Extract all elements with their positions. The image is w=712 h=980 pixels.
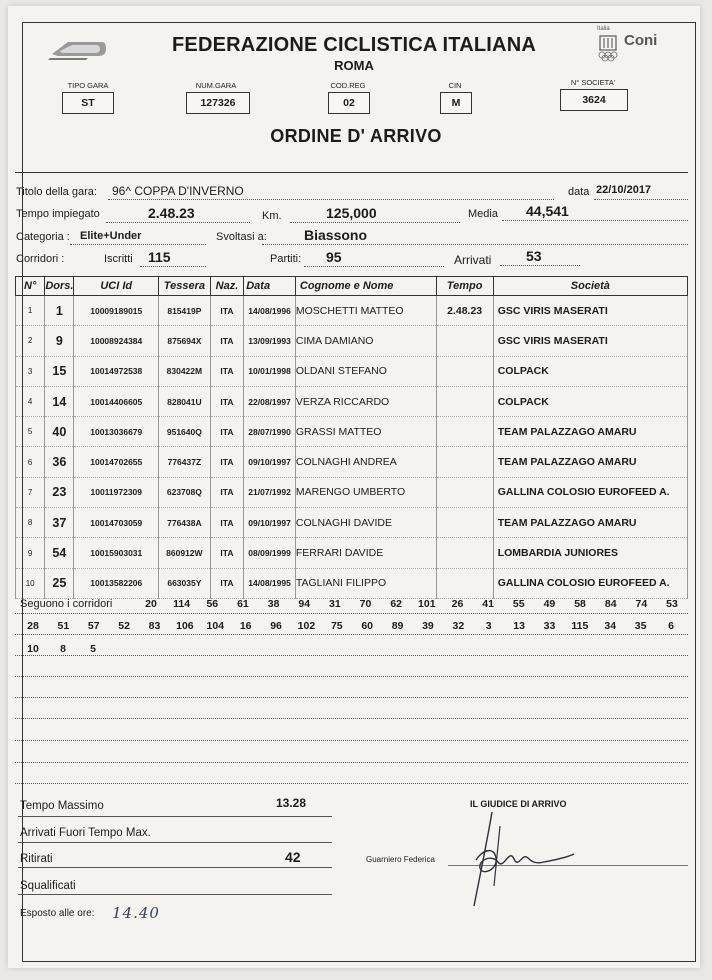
table-cell: 09/10/1997 bbox=[244, 447, 296, 477]
col-header: N° bbox=[16, 277, 45, 296]
table-cell: 36 bbox=[45, 447, 74, 477]
dotted-line bbox=[140, 266, 206, 267]
following-rider-number: 115 bbox=[571, 620, 589, 632]
table-cell: 5 bbox=[16, 417, 45, 447]
dotted-line bbox=[500, 265, 580, 266]
col-header: Tessera bbox=[159, 277, 211, 296]
table-cell: 860912W bbox=[159, 538, 211, 568]
table-cell: COLPACK bbox=[493, 356, 687, 386]
table-cell: COLPACK bbox=[493, 386, 687, 416]
table-cell: 1 bbox=[45, 296, 74, 326]
race-title: 96^ COPPA D'INVERNO bbox=[112, 184, 244, 198]
following-rider-number: 41 bbox=[482, 598, 494, 610]
table-cell: 3 bbox=[16, 356, 45, 386]
enrolled-label: Iscritti bbox=[104, 253, 133, 265]
table-cell: 54 bbox=[45, 538, 74, 568]
following-label: Seguono i corridori bbox=[20, 598, 113, 610]
following-rider-number: 13 bbox=[513, 620, 525, 632]
table-cell bbox=[436, 417, 493, 447]
table-cell: OLDANI STEFANO bbox=[295, 356, 436, 386]
table-cell: 10015903031 bbox=[74, 538, 159, 568]
table-row bbox=[16, 326, 688, 356]
table-cell: 14 bbox=[45, 386, 74, 416]
dotted-line bbox=[15, 676, 688, 677]
km-label: Km. bbox=[262, 210, 282, 222]
table-cell: 9 bbox=[16, 538, 45, 568]
table-row bbox=[16, 538, 688, 568]
table-cell: 10014972538 bbox=[74, 356, 159, 386]
table-cell bbox=[436, 356, 493, 386]
form-line bbox=[18, 867, 332, 868]
table-cell: GALLINA COLOSIO EUROFEED A. bbox=[493, 477, 687, 507]
table-cell: 08/09/1999 bbox=[244, 538, 296, 568]
following-rider-number: 52 bbox=[118, 620, 130, 632]
table-cell: TEAM PALAZZAGO AMARU bbox=[493, 508, 687, 538]
fci-logo-icon bbox=[48, 36, 108, 62]
following-rider-number: 55 bbox=[512, 598, 525, 610]
table-cell: 10009189015 bbox=[74, 296, 159, 326]
race-held-at: Biassono bbox=[304, 227, 368, 243]
cin-box: M bbox=[440, 92, 472, 114]
col-header: Naz. bbox=[210, 277, 244, 296]
following-rider-number: 74 bbox=[635, 598, 648, 610]
table-cell: TEAM PALAZZAGO AMARU bbox=[493, 417, 687, 447]
judge-name: Guarniero Federica bbox=[366, 855, 435, 864]
table-cell: 9 bbox=[45, 326, 74, 356]
table-cell: 951640Q bbox=[159, 417, 211, 447]
table-cell: 828041U bbox=[159, 386, 211, 416]
riders-label: Corridori : bbox=[16, 253, 65, 265]
table-cell: ITA bbox=[210, 538, 244, 568]
following-rider-number: 96 bbox=[270, 620, 282, 632]
following-rider-number: 51 bbox=[57, 620, 70, 632]
header-divider bbox=[15, 172, 688, 173]
posted-time: 14.40 bbox=[112, 904, 160, 922]
table-cell: GRASSI MATTEO bbox=[295, 417, 436, 447]
following-rider-number: 38 bbox=[267, 598, 280, 610]
dotted-line bbox=[15, 655, 688, 656]
n-societa-box: 3624 bbox=[560, 89, 628, 111]
race-category: Elite+Under bbox=[80, 230, 142, 242]
following-rider-number: 75 bbox=[330, 620, 343, 632]
following-rider-number: 104 bbox=[206, 620, 225, 632]
table-cell: ITA bbox=[210, 447, 244, 477]
table-cell: 1 bbox=[16, 296, 45, 326]
following-rider-number: 31 bbox=[329, 598, 341, 610]
coni-logo-text: Coni bbox=[624, 32, 658, 49]
table-cell: 15 bbox=[45, 356, 74, 386]
retired-value: 42 bbox=[285, 849, 301, 865]
dotted-line bbox=[70, 244, 206, 245]
table-row bbox=[16, 296, 688, 326]
federation-title: FEDERAZIONE CICLISTICA ITALIANA bbox=[172, 34, 536, 56]
following-rider-number: 16 bbox=[239, 620, 252, 632]
table-cell bbox=[436, 538, 493, 568]
following-rider-number: 89 bbox=[391, 620, 404, 632]
dotted-line bbox=[15, 634, 688, 635]
n-societa-label: N° SOCIETA' bbox=[570, 78, 616, 87]
table-cell: ITA bbox=[210, 356, 244, 386]
table-cell: TAGLIANI FILIPPO bbox=[295, 568, 436, 598]
dotted-line bbox=[304, 266, 444, 267]
following-rider-number: 6 bbox=[668, 620, 674, 632]
table-cell bbox=[436, 326, 493, 356]
table-cell: 875694X bbox=[159, 326, 211, 356]
max-time-label: Tempo Massimo bbox=[20, 800, 104, 812]
document-title: ORDINE D' ARRIVO bbox=[270, 126, 442, 146]
table-cell: 28/07/1990 bbox=[244, 417, 296, 447]
table-cell: 10014406605 bbox=[74, 386, 159, 416]
disqualified-label: Squalificati bbox=[20, 880, 76, 892]
table-cell: 10/01/1998 bbox=[244, 356, 296, 386]
table-cell: 815419P bbox=[159, 296, 211, 326]
following-rider-number: 26 bbox=[451, 598, 464, 610]
race-started: 95 bbox=[326, 249, 342, 265]
table-cell: GSC VIRIS MASERATI bbox=[493, 326, 687, 356]
results-table bbox=[15, 276, 688, 599]
following-rider-number: 39 bbox=[422, 620, 434, 632]
following-rider-number: 84 bbox=[604, 598, 617, 610]
table-cell: GSC VIRIS MASERATI bbox=[493, 296, 687, 326]
table-cell: 22/08/1997 bbox=[244, 386, 296, 416]
race-arrived: 53 bbox=[526, 248, 542, 264]
table-cell: 14/08/1996 bbox=[244, 296, 296, 326]
race-title-label: Titolo della gara: bbox=[16, 186, 97, 198]
table-cell: 776438A bbox=[159, 508, 211, 538]
table-cell bbox=[436, 477, 493, 507]
table-cell: 10011972309 bbox=[74, 477, 159, 507]
out-of-time-label: Arrivati Fuori Tempo Max. bbox=[20, 827, 151, 839]
table-cell bbox=[436, 386, 493, 416]
col-header: Dors. bbox=[45, 277, 74, 296]
table-row bbox=[16, 386, 688, 416]
following-rider-number: 28 bbox=[27, 620, 39, 632]
col-header: UCI Id bbox=[74, 277, 159, 296]
table-cell: CIMA DAMIANO bbox=[295, 326, 436, 356]
table-cell: 25 bbox=[45, 568, 74, 598]
form-line bbox=[18, 842, 332, 843]
table-cell: 14/08/1995 bbox=[244, 568, 296, 598]
table-cell: ITA bbox=[210, 326, 244, 356]
following-rider-number: 102 bbox=[297, 620, 316, 632]
following-rider-number: 3 bbox=[485, 620, 492, 632]
table-cell: VERZA RICCARDO bbox=[295, 386, 436, 416]
cod-reg-label: COD.REG bbox=[330, 81, 366, 90]
following-rider-number: 62 bbox=[390, 598, 403, 610]
table-cell: GALLINA COLOSIO EUROFEED A. bbox=[493, 568, 687, 598]
table-cell: 2.48.23 bbox=[436, 296, 493, 326]
table-cell: 13/09/1993 bbox=[244, 326, 296, 356]
federation-city: ROMA bbox=[334, 58, 374, 73]
cin-label: CIN bbox=[448, 81, 462, 90]
table-cell: 2 bbox=[16, 326, 45, 356]
following-rider-number: 106 bbox=[176, 620, 194, 632]
table-cell: MOSCHETTI MATTEO bbox=[295, 296, 436, 326]
following-rider-number: 57 bbox=[87, 620, 100, 632]
table-cell: 663035Y bbox=[159, 568, 211, 598]
table-header-row bbox=[16, 277, 688, 296]
table-cell: COLNAGHI DAVIDE bbox=[295, 508, 436, 538]
following-rider-number: 114 bbox=[173, 598, 191, 610]
category-label: Categoria : bbox=[16, 231, 70, 243]
table-cell: 40 bbox=[45, 417, 74, 447]
retired-label: Ritirati bbox=[20, 853, 53, 865]
following-rider-number: 94 bbox=[298, 598, 311, 610]
table-cell bbox=[436, 508, 493, 538]
table-cell: TEAM PALAZZAGO AMARU bbox=[493, 447, 687, 477]
table-cell: 10008924384 bbox=[74, 326, 159, 356]
table-cell: 6 bbox=[16, 447, 45, 477]
dotted-line bbox=[594, 199, 688, 200]
table-cell: LOMBARDIA JUNIORES bbox=[493, 538, 687, 568]
following-rider-number: 60 bbox=[361, 620, 374, 632]
dotted-line bbox=[15, 613, 688, 614]
dotted-line bbox=[108, 199, 554, 200]
table-cell: 37 bbox=[45, 508, 74, 538]
dotted-line bbox=[262, 244, 688, 245]
following-rider-number: 10 bbox=[27, 643, 39, 655]
following-rider-number: 53 bbox=[666, 598, 678, 610]
following-rider-number: 20 bbox=[145, 598, 157, 610]
dotted-line bbox=[502, 220, 688, 221]
form-line bbox=[18, 816, 332, 817]
table-cell: ITA bbox=[210, 568, 244, 598]
following-rider-number: 8 bbox=[60, 643, 66, 655]
dotted-line bbox=[15, 697, 688, 698]
judge-signature-icon bbox=[452, 806, 582, 910]
dotted-line bbox=[15, 762, 688, 763]
max-time-value: 13.28 bbox=[276, 796, 307, 810]
table-cell: 10014703059 bbox=[74, 508, 159, 538]
coni-emblem-icon bbox=[596, 34, 620, 64]
table-cell: ITA bbox=[210, 508, 244, 538]
table-row bbox=[16, 447, 688, 477]
table-cell: 10013036679 bbox=[74, 417, 159, 447]
following-rider-number: 83 bbox=[148, 620, 161, 632]
table-cell: ITA bbox=[210, 386, 244, 416]
started-label: Partiti: bbox=[270, 253, 302, 265]
table-cell: 776437Z bbox=[159, 447, 211, 477]
table-cell: FERRARI DAVIDE bbox=[295, 538, 436, 568]
following-rider-number: 34 bbox=[604, 620, 617, 632]
following-rider-number: 5 bbox=[90, 643, 96, 655]
following-rider-number: 101 bbox=[418, 598, 436, 610]
table-cell: ITA bbox=[210, 477, 244, 507]
dotted-line bbox=[15, 740, 688, 741]
col-header: Cognome e Nome bbox=[295, 277, 436, 296]
held-at-label: Svoltasi a: bbox=[216, 231, 267, 243]
coni-italia-text: Italia bbox=[597, 26, 610, 32]
race-time: 2.48.23 bbox=[148, 205, 195, 221]
table-cell: MARENGO UMBERTO bbox=[295, 477, 436, 507]
table-cell: 23 bbox=[45, 477, 74, 507]
time-label: Tempo impiegato bbox=[16, 208, 100, 220]
table-cell: 4 bbox=[16, 386, 45, 416]
following-rider-number: 58 bbox=[574, 598, 586, 610]
form-line bbox=[18, 894, 332, 895]
table-cell: 10 bbox=[16, 568, 45, 598]
race-avg: 44,541 bbox=[526, 203, 569, 219]
table-row bbox=[16, 477, 688, 507]
dotted-line bbox=[15, 718, 688, 719]
cod-reg-box: 02 bbox=[328, 92, 370, 114]
race-enrolled: 115 bbox=[148, 249, 171, 265]
date-label: data bbox=[568, 186, 590, 198]
col-header: Tempo bbox=[436, 277, 493, 296]
table-cell: ITA bbox=[210, 417, 244, 447]
following-rider-number: 35 bbox=[634, 620, 647, 632]
arrived-label: Arrivati bbox=[454, 253, 492, 267]
following-rider-number: 56 bbox=[206, 598, 219, 610]
table-cell bbox=[436, 568, 493, 598]
col-header: Società bbox=[493, 277, 687, 296]
race-date: 22/10/2017 bbox=[596, 184, 652, 196]
tipo-gara-label: TIPO GARA bbox=[67, 81, 109, 90]
table-cell: 830422M bbox=[159, 356, 211, 386]
following-rider-number: 33 bbox=[543, 620, 556, 632]
following-rider-number: 61 bbox=[237, 598, 249, 610]
posted-label: Esposto alle ore: bbox=[20, 908, 95, 919]
race-km: 125,000 bbox=[326, 205, 377, 221]
table-cell bbox=[436, 447, 493, 477]
table-row bbox=[16, 356, 688, 386]
table-row bbox=[16, 417, 688, 447]
table-row bbox=[16, 568, 688, 598]
table-cell: 10014702655 bbox=[74, 447, 159, 477]
table-cell: 8 bbox=[16, 508, 45, 538]
col-header: Data bbox=[244, 277, 296, 296]
table-row bbox=[16, 508, 688, 538]
table-cell: ITA bbox=[210, 296, 244, 326]
following-rider-number: 32 bbox=[452, 620, 465, 632]
table-cell: 10013582206 bbox=[74, 568, 159, 598]
table-cell: 09/10/1997 bbox=[244, 508, 296, 538]
table-cell: 21/07/1992 bbox=[244, 477, 296, 507]
tipo-gara-box: ST bbox=[62, 92, 114, 114]
table-cell: 7 bbox=[16, 477, 45, 507]
dotted-line bbox=[106, 222, 250, 223]
following-rider-number: 49 bbox=[543, 598, 556, 610]
num-gara-label: NUM.GARA bbox=[195, 81, 237, 90]
num-gara-box: 127326 bbox=[186, 92, 250, 114]
table-cell: COLNAGHI ANDREA bbox=[295, 447, 436, 477]
dotted-line bbox=[15, 783, 688, 784]
dotted-line bbox=[290, 222, 460, 223]
following-rider-number: 70 bbox=[359, 598, 372, 610]
avg-label: Media bbox=[468, 208, 498, 220]
table-cell: 623708Q bbox=[159, 477, 211, 507]
judge-title: IL GIUDICE DI ARRIVO bbox=[470, 799, 567, 809]
